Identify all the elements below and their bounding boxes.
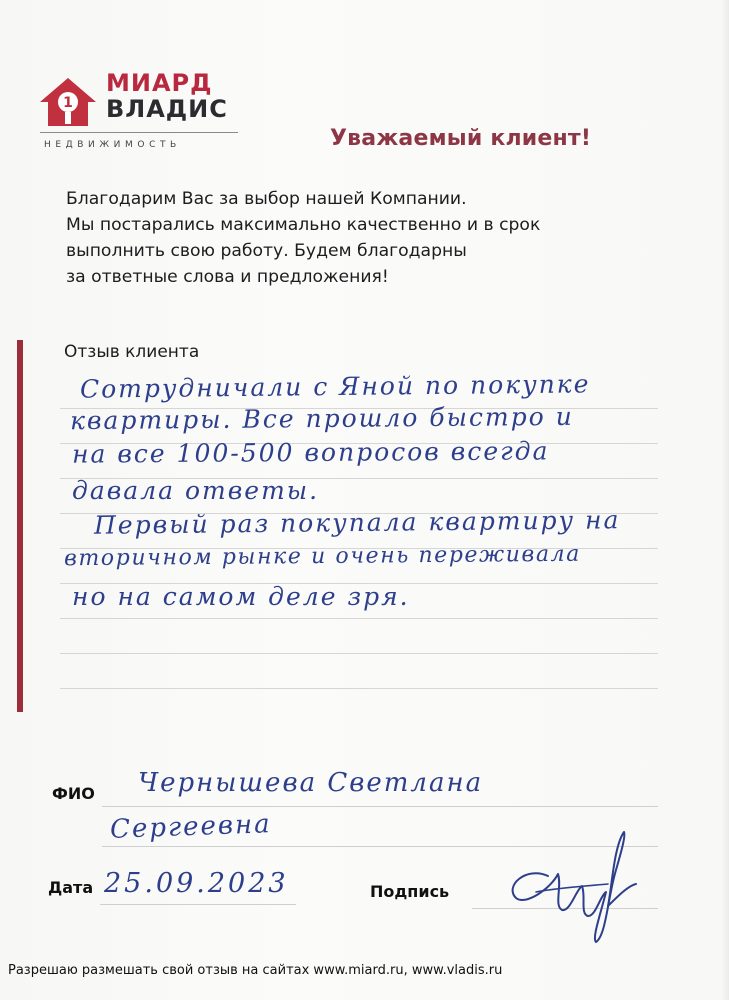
sheet-edge-shadow xyxy=(721,0,729,1000)
fio-value-line1: Чернышева Светлана xyxy=(138,768,484,798)
fio-label: ФИО xyxy=(52,784,95,803)
consent-footer: Разрешаю размешать свой отзыв на сайтах www.miard.ru, www.vladis.ru xyxy=(8,963,503,978)
brand-name-line1: МИАРД xyxy=(106,69,213,97)
company-logo xyxy=(38,70,243,160)
date-value: 25.09.2023 xyxy=(104,868,289,899)
intro-line: Благодарим Вас за выбор нашей Компании. xyxy=(66,189,467,209)
intro-text xyxy=(66,186,666,290)
review-title: Отзыв клиента xyxy=(64,342,200,362)
date-label: Дата xyxy=(48,878,94,897)
intro-line: выполнить свою работу. Будем благодарны xyxy=(66,241,467,261)
logo-divider xyxy=(40,132,238,133)
ruled-line xyxy=(60,688,658,689)
fio-value-line2: Сергеевна xyxy=(109,809,273,845)
review-line: вторичном рынке и очень переживала xyxy=(63,541,582,572)
fio-underline xyxy=(102,806,658,807)
review-line: но на самом деле зря. xyxy=(72,582,410,611)
date-underline xyxy=(100,904,296,905)
svg-text:1: 1 xyxy=(63,95,73,111)
signature-label: Подпись xyxy=(370,882,450,901)
brand-tagline: НЕДВИЖИМОСТЬ xyxy=(44,140,181,150)
intro-line: Мы постарались максимально качественно и в срок xyxy=(66,215,541,235)
review-line: Первый раз покупала квартиру на xyxy=(93,505,621,540)
greeting-heading: Уважаемый клиент! xyxy=(330,126,592,151)
review-line: на все 100-500 вопросов всегда xyxy=(71,436,550,469)
review-line: Сотрудничали с Яной по покупке xyxy=(79,369,591,404)
ruled-line xyxy=(60,653,658,654)
brand-name-line2: ВЛАДИС xyxy=(106,95,228,123)
review-line: квартиры. Все прошло быстро и xyxy=(69,401,574,436)
review-line: давала ответы. xyxy=(72,476,320,505)
house-logo-icon xyxy=(38,76,98,128)
ruled-line xyxy=(60,618,658,619)
review-accent-bar xyxy=(17,340,23,712)
handwritten-signature-icon xyxy=(496,826,646,946)
intro-line: за ответные слова и предложения! xyxy=(66,267,389,287)
